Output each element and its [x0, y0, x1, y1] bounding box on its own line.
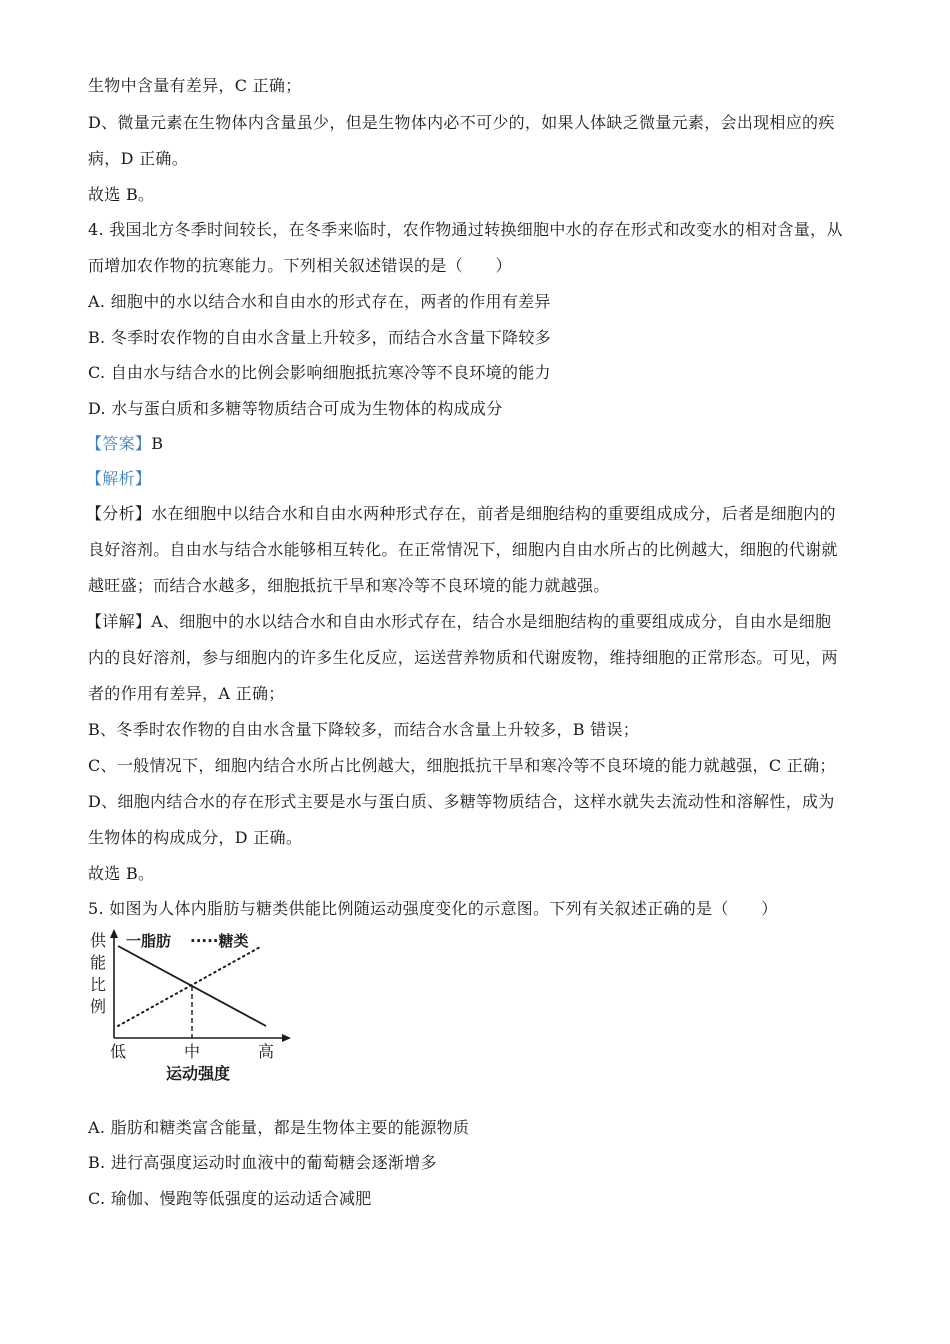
text-line: 生物体的构成成分，D 正确。: [88, 828, 303, 847]
text-line: 越旺盛；而结合水越多，细胞抵抗干旱和寒冷等不良环境的能力就越强。: [88, 576, 610, 595]
text-line: 故选 B。: [88, 185, 155, 204]
x-tick-label: 低: [109, 1042, 127, 1061]
fenxi-tag: 【分析】: [86, 504, 152, 523]
text-line: 病，D 正确。: [88, 149, 189, 168]
text-line: 内的良好溶剂，参与细胞内的许多生化反应，运送营养物质和代谢废物，维持细胞的正常形态。可见，两: [88, 648, 838, 667]
y-label-char: 能: [89, 953, 107, 972]
text-line: C、一般情况下，细胞内结合水所占比例越大，细胞抵抗干旱和寒冷等不良环境的能力就越强，C 正确；: [88, 756, 836, 775]
question-4-stem: 4. 我国北方冬季时间较长，在冬季来临时，农作物通过转换细胞中水的存在形式和改变水的相对含量，从: [88, 220, 843, 239]
fenxi-text: 水在细胞中以结合水和自由水两种形式存在，前者是细胞结构的重要组成成分，后者是细胞内的: [151, 504, 836, 523]
y-axis-arrow: [110, 929, 118, 938]
y-label-char: 供: [89, 931, 107, 950]
option-c: C. 瑜伽、慢跑等低强度的运动适合减肥: [88, 1189, 372, 1208]
option-a: A. 细胞中的水以结合水和自由水的形式存在，两者的作用有差异: [88, 292, 551, 311]
legend-fat: 一脂肪: [126, 932, 172, 950]
question-5-stem: 5. 如图为人体内脂肪与糖类供能比例随运动强度变化的示意图。下列有关叙述正确的是（ ）: [88, 899, 778, 918]
question-4-stem: 而增加农作物的抗寒能力。下列相关叙述错误的是（ ）: [88, 256, 512, 275]
x-tick-label: 高: [257, 1042, 275, 1061]
x-tick-label: 中: [183, 1042, 201, 1061]
text-line: 者的作用有差异，A 正确；: [88, 684, 285, 703]
fenxi-line: [86, 504, 836, 524]
legend-sugar: ·····糖类: [190, 932, 249, 950]
option-b: B. 进行高强度运动时血液中的葡萄糖会逐渐增多: [88, 1153, 437, 1172]
x-axis-label: 运动强度: [165, 1064, 231, 1083]
text-line: D、细胞内结合水的存在形式主要是水与蛋白质、多糖等物质结合，这样水就失去流动性和溶解性，成为: [88, 792, 835, 811]
energy-ratio-chart: [86, 926, 312, 1086]
y-label-char: 比: [89, 975, 107, 994]
xiangjie-text: A、细胞中的水以结合水和自由水形式存在，结合水是细胞结构的重要组成成分，自由水是细胞: [151, 612, 832, 631]
option-c: C. 自由水与结合水的比例会影响细胞抵抗寒冷等不良环境的能力: [88, 363, 551, 382]
y-label-group: [90, 931, 107, 1016]
xiangjie-tag: 【详解】: [86, 612, 152, 631]
text-line: 故选 B。: [88, 864, 155, 883]
xiangjie-line: [86, 612, 831, 632]
text-line: B、冬季时农作物的自由水含量下降较多，而结合水含量上升较多，B 错误；: [88, 720, 640, 739]
text-line: 生物中含量有差异，C 正确；: [88, 76, 302, 95]
option-d: D. 水与蛋白质和多糖等物质结合可成为生物体的构成成分: [88, 399, 503, 418]
answer-value: B: [151, 434, 164, 453]
option-b: B. 冬季时农作物的自由水含量上升较多，而结合水含量下降较多: [88, 328, 551, 347]
answer-line: [86, 434, 163, 454]
analysis-tag: 【解析】: [86, 469, 152, 488]
answer-tag: 【答案】: [86, 434, 152, 453]
text-line: D、微量元素在生物体内含量虽少，但是生物体内必不可少的，如果人体缺乏微量元素，会出现相应的疾: [88, 113, 835, 132]
option-a: A. 脂肪和糖类富含能量，都是生物体主要的能源物质: [88, 1118, 470, 1137]
analysis-heading: [86, 469, 151, 489]
x-axis-arrow: [282, 1034, 291, 1042]
text-line: 良好溶剂。自由水与结合水能够相互转化。在正常情况下，细胞内自由水所占的比例越大，细胞的代谢就: [88, 540, 838, 559]
y-label-char: 例: [89, 997, 107, 1016]
